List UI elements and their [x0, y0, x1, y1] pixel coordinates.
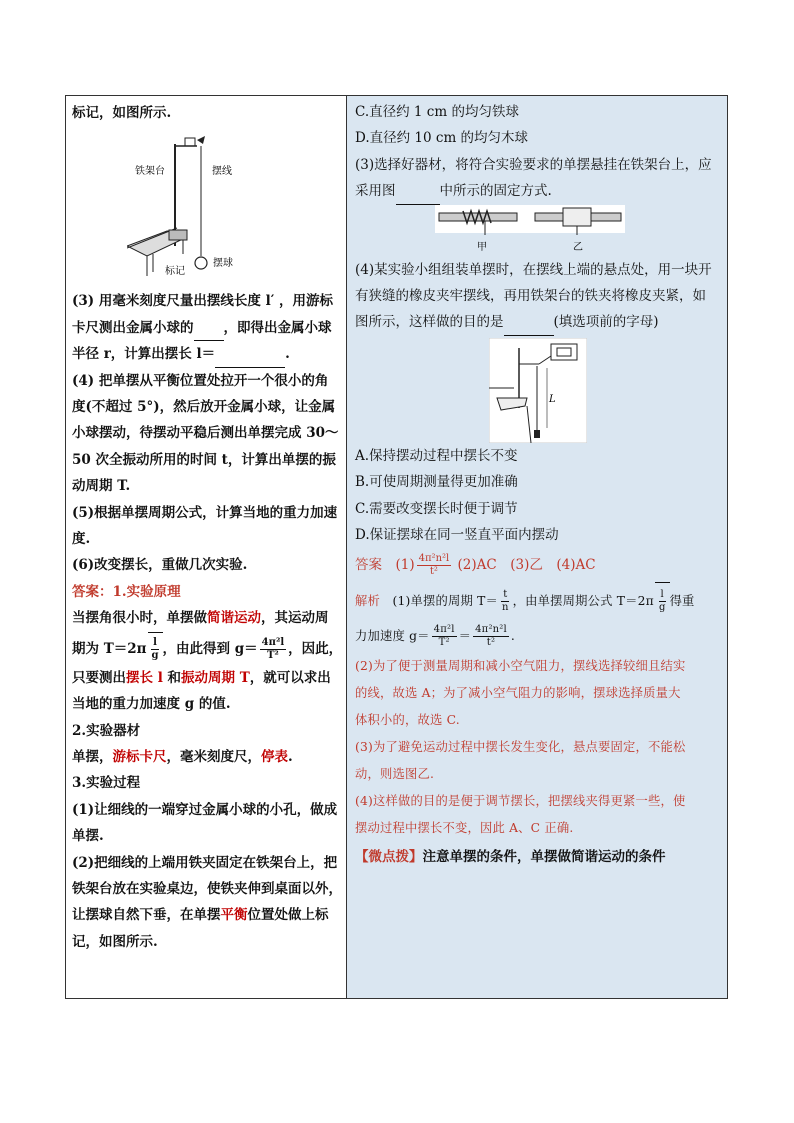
step4-line5: 动周期 T. [72, 478, 131, 495]
left-column [66, 96, 347, 998]
q3-line1: (3)选择好器材，将符合实验要求的单摆悬挂在铁架台上，应 [355, 156, 712, 173]
option-c: C.直径约 1 cm 的均匀铁球 [355, 104, 519, 120]
process-line5: 让摆球自然下垂，在单摆平衡位置处做上标 [72, 907, 329, 924]
label-line: 摆线 [211, 166, 232, 178]
right-column [347, 96, 727, 998]
exp4-line2: 摆动过程中摆长不变，因此 A、C 正确. [355, 821, 574, 836]
process-line2: 单摆. [72, 828, 104, 845]
equipment-line: 单摆，游标卡尺，毫米刻度尺，停表. [72, 748, 293, 765]
answer-heading: 答案：1.实验原理 [72, 583, 181, 600]
choice-d: D.保证摆球在同一竖直平面内摆动 [355, 527, 559, 544]
step5-line2: 度. [72, 531, 91, 548]
clamp-figure-jia-yi [435, 205, 625, 257]
label-L: L [549, 393, 556, 405]
label-mark: 标记 [164, 266, 185, 278]
step6-line: (6)改变摆长，重做几次实验. [72, 557, 248, 574]
principle-line4: 当地的重力加速度 g 的值. [72, 696, 231, 713]
label-stand: 铁架台 [134, 166, 165, 178]
step4-line1: (4) 把单摆从平衡位置处拉开一个很小的角 [72, 372, 329, 389]
q4-line2: 有狭缝的橡皮夹牢摆线，再用铁架台的铁夹将橡皮夹紧，如 [355, 288, 706, 305]
choice-a: A.保持摆动过程中摆长不变 [355, 447, 518, 464]
process-line4: 铁架台放在实验桌边，使铁夹伸到桌面以外， [72, 880, 342, 897]
step3-line1: (3) 用毫米刻度尺量出摆线长度 l′ ，用游标 [72, 293, 333, 310]
process-line1: (1)让细线的一端穿过金属小球的小孔，做成 [72, 801, 338, 818]
exp2-line3: 体积小的，故选 C. [355, 713, 460, 728]
step4-line3: 小球摆动，待摆动平稳后测出单摆完成 30～ [72, 425, 339, 442]
step4-line2: 度(不超过 5°)，然后放开金属小球，让金属 [72, 399, 336, 416]
principle-line3: 只要测出摆长 l 和振动周期 T，就可以求出 [72, 669, 331, 686]
principle-line2: 期为 T＝2π $\frac{l}{g}$ ，由此得到 g＝ $\frac{\text{4π²l}}{\text{T²}}$ ，因此， [72, 632, 341, 665]
option-d: D.直径约 10 cm 的均匀木球 [355, 130, 529, 147]
q4-line3: 图所示，这样做的目的是 (填选项前的字母) [355, 309, 721, 335]
intro-text: 标记，如图所示. [72, 105, 172, 121]
exp2-line1: (2)为了便于测量周期和减小空气阻力，摆线选择较细且结实 [355, 659, 686, 674]
label-yi: 乙 [573, 241, 583, 253]
analysis-line2: 力加速度 g＝ $\frac{\text{4π²l}}{\text{T²}}$ ＝ $\frac{\text{4π²n²l}}{\text{t²}}$ . [355, 624, 516, 649]
pendulum-stand-figure [127, 126, 287, 286]
label-ball: 摆球 [212, 258, 233, 270]
exp3-line2: 动，则选图乙. [355, 767, 435, 782]
q4-line1: (4)某实验小组组装单摆时，在摆线上端的悬点处，用一块开 [355, 261, 712, 278]
step5-line1: (5)根据单摆周期公式，计算当地的重力加速 [72, 504, 338, 521]
tip-line: 【微点拨】注意单摆的条件，单摆做简谐运动的条件 [355, 849, 666, 866]
process-line6: 记，如图所示. [72, 933, 158, 950]
equipment-heading: 2.实验器材 [72, 722, 141, 739]
step4-line4: 50 次全振动所用的时间 t，计算出单摆的振 [72, 451, 336, 468]
content-table [65, 95, 728, 999]
exp4-line1: (4)这样做的目的是便于调节摆长，把摆线夹得更紧一些，使 [355, 794, 686, 809]
rubber-clamp-figure [489, 338, 587, 443]
step3-line3: 半径 r，计算出摆长 l＝ . [72, 341, 341, 367]
step3-line2: 卡尺测出金属小球的 ，即得出金属小球 [72, 315, 341, 341]
label-jia: 甲 [477, 241, 487, 253]
analysis-line1: 解析 (1)单摆的周期 T＝ $\frac{t}{n}$ ，由单摆周期公式 T＝2π $\frac{l}{g}$ 得重 [355, 582, 721, 619]
process-heading: 3.实验过程 [72, 775, 141, 792]
principle-line1: 当摆角很小时，单摆做简谐运动，其运动周 [72, 610, 329, 627]
process-line3: (2)把细线的上端用铁夹固定在铁架台上，把 [72, 854, 338, 871]
choice-b: B.可使周期测量得更加准确 [355, 474, 518, 491]
choice-c: C.需要改变摆长时便于调节 [355, 500, 518, 517]
q3-line2: 采用图 中所示的固定方式. [355, 178, 721, 204]
exp3-line1: (3)为了避免运动过程中摆长发生变化，悬点要固定，不能松 [355, 740, 686, 755]
answer-line: 答案 (1) $\frac{\text{4π²n²l}}{\text{t²}}$ (2)AC (3)乙 (4)AC [355, 553, 596, 578]
exp2-line2: 的线，故选 A；为了减小空气阻力的影响，摆球选择质量大 [355, 686, 681, 701]
